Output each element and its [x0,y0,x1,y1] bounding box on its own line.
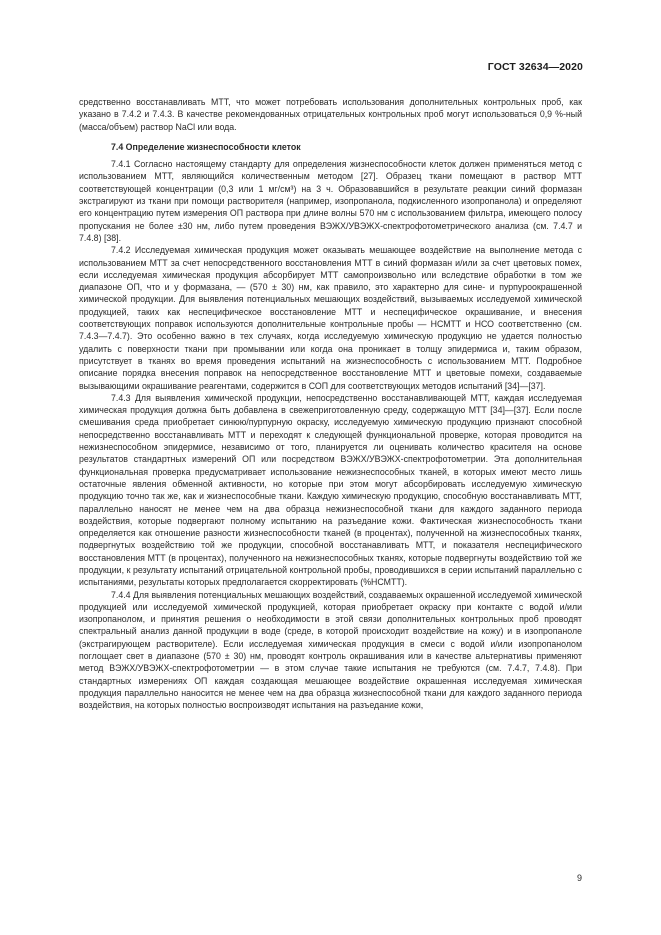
paragraph-7-4-3: 7.4.3 Для выявления химической продукции, непосредственно восстанавливающей МТТ, каждая исследуемая химическая продукция должна быть добавлена в свежеприготовленную среду, содержащую МТТ [34]—[37]. Если после смешивания среда приобретает синюю/пурпурную окраску, исследуемую химическую продукцию признают способной непосредственно восстанавливать МТТ и переходят к следующей функциональной проверке, которая проводится на нежизнеспособном эпидермисе, независимо от того, планируется ли оценивать количество красителя на основе результатов стандартных измерений ОП или посредством ВЭЖХ/УВЭЖХ-спектрофотометрии. Эта дополнительная функциональная проверка предусматривает использование нежизнеспособных тканей, в которых имеют место лишь остаточные явления обменной активности, но которые при этом могут абсорбировать исследуемую химическую продукцию точно так же, как и жизнеспособные ткани. Каждую химическую продукцию, способную восстанавливать МТТ, параллельно наносят не менее чем на два образца нежизнеспособной ткани для каждого заданного периода воздействия, которые подвергают полному испытанию на разъедание кожи. Фактическая жизнеспособность ткани определяется как отношение разности жизнеспособности тканей (в процентах), полученной на жизнеспособных тканях, подвергнутых воздействию той же продукции, способной восстанавливать МТТ, и показателя неспецифического восстановления МТТ (в процентах), полученного на нежизнеспособных тканях, которые подвергнуты воздействию той же продукции, к результату испытаний отрицательной контрольной пробы, проводившихся в серии испытаний параллельно с испытаниями, результаты которых предполагается скорректировать (%НСМТТ). [79,392,582,588]
page-body [79,96,582,712]
paragraph-7-4-2: 7.4.2 Исследуемая химическая продукция может оказывать мешающее воздействие на выполнение метода с использованием МТТ за счет непосредственного восстановления МТТ в синий формазан и/или за счет цветовых помех, если исследуемая химическая продукция абсорбирует МТТ самопроизвольно или вследствие обработки в том же диапазоне ОП, что и у формазана, — (570 ± 30) нм, как правило, это характерно для сине- и пурпуроокрашенной химической продукции. Для выявления потенциальных мешающих воздействий, вызываемых исследуемой химической продукцией, таких как неспецифическое восстановление МТТ и неспецифическое окрашивание, и внесения соответствующих поправок используются дополнительные контрольные пробы — НСМТТ и НСО соответственно (см. 7.4.3—7.4.7). Это особенно важно в тех случаях, когда исследуемую химическую продукцию не удается полностью удалить с поверхности ткани при промывании или когда она проникает в толщу эпидермиса и, таким образом, присутствует в тканях во время проведения испытаний на жизнеспособность с использованием МТТ. Подробное описание порядка внесения поправок на непосредственное восстановление МТТ и цветовые помехи, создаваемые вызывающими окрашивание реагентами, содержится в СОП для соответствующих методов испытаний [34]—[37]. [79,245,582,391]
document-code-header: ГОСТ 32634—2020 [487,61,583,73]
page-number: 9 [576,873,582,883]
paragraph-7-4-1: 7.4.1 Согласно настоящему стандарту для определения жизнеспособности клеток должен применяться метод с использованием МТТ, являющийся количественным методом [27]. Образец ткани помещают в раствор МТТ соответствующей концентрации (0,3 или 1 мг/см³) на 3 ч. Образовавшийся в результате реакции синий формазан экстрагируют из ткани при помощи растворителя (например, изопропанола, подкисленного изопропанола) и определяют его концентрацию путем измерения ОП раствора при длине волны 570 нм с использованием фильтра, имеющего полосу пропускания не более ±30 нм, либо путем проведения ВЭЖХ/УВЭЖХ-спектрофотометрического анализа (см. 7.4.7 и 7.4.8) [38]. [79,159,582,243]
section-heading-7-4: 7.4 Определение жизнеспособности клеток [111,141,301,152]
paragraph-7-4-4: 7.4.4 Для выявления потенциальных мешающих воздействий, создаваемых окрашенной исследуемой химической продукцией или исследуемой химической продукцией, которая приобретает окраску при контакте с водой и/или изопропанолом, и принятия решения о необходимости в этой связи дополнительных контрольных проб проводят спектральный анализ данной продукции в воде (среде, в которой происходит воздействие на кожу) и в изопропаноле (экстрагирующем растворителе). Если исследуемая химическая продукция в смеси с водой и/или изопропанолом поглощает свет в диапазоне (570 ± 30) нм, проводят контроль окрашивания или в качестве альтернативы применяют метод ВЭЖХ/УВЭЖХ-спектрофотометрии — в этом случае такие испытания не требуются (см. 7.4.7, 7.4.8). При стандартных измерениях ОП каждая создающая мешающее воздействие окрашенная исследуемая химическая продукция параллельно наносится не менее чем на два образца жизнеспособной ткани для каждого заданного периода воздействия, на которых полностью воспроизводят испытания на разъедание кожи, [79,589,582,711]
paragraph-intro: средственно восстанавливать МТТ, что может потребовать использования дополнительных контрольных проб, как указано в 7.4.2 и 7.4.3. В качестве рекомендованных отрицательных контрольных проб могут использоваться 0,9 %-ный (масса/объем) раствор NaCl или вода. [79,97,582,132]
